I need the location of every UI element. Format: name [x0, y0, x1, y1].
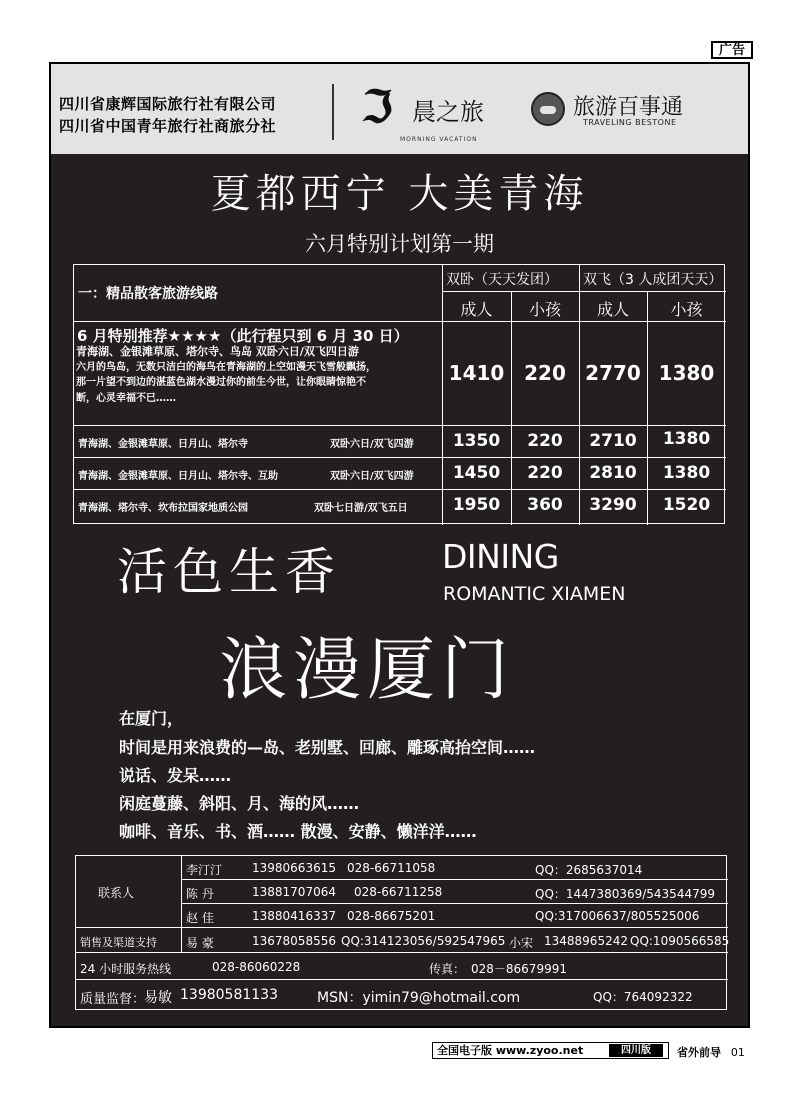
contact-qq: QQ：2685637014	[535, 863, 643, 877]
poem-line: 说话、发呆……	[119, 766, 232, 785]
grid-line	[181, 879, 728, 880]
page-number: 01	[730, 1046, 745, 1059]
group-label-flight: 双飞（3 人成团天天）	[583, 272, 723, 288]
traveling-bestone-logo	[531, 88, 741, 138]
featured-desc-line: 那一片望不到边的湛蓝色湖水漫过你的前生今世，让你眼睛惊艳不	[76, 377, 366, 388]
col-child-1: 小孩	[528, 300, 561, 319]
route-days: 双卧七日游/双飞五日	[314, 503, 408, 514]
ad-tag: 广告	[711, 41, 753, 59]
dining-headline-en: DINING	[442, 537, 559, 576]
romantic-xiamen-cn: 浪漫厦门	[219, 631, 516, 710]
quality-name: 易敏	[144, 990, 172, 1006]
contact-name: 陈 丹	[186, 887, 214, 901]
edition-box	[432, 1042, 669, 1059]
grid-line	[647, 292, 648, 525]
company-name-2: 四川省中国青年旅行社商旅分社	[59, 117, 277, 135]
poem-line: 闲庭蔓藤、斜阳、月、海的风……	[119, 794, 360, 813]
col-adult-1: 成人	[460, 300, 493, 319]
msn-address: MSN：yimin79@hotmail.com	[317, 990, 521, 1006]
featured-route-title: 6 月特别推荐★★★★（此行程只到 6 月 30 日）	[77, 327, 409, 345]
contact-name: 李汀汀	[186, 863, 223, 877]
route-name: 青海湖、塔尔寺、坎布拉国家地质公园	[78, 503, 248, 514]
hotline-label: 24 小时服务热线	[80, 962, 172, 976]
price-adult-sleeper: 1450	[452, 463, 501, 483]
featured-price-child-sleeper: 220	[524, 361, 566, 385]
route-name: 青海湖、金银滩草原、日月山、塔尔寺	[78, 439, 248, 450]
featured-desc-line: 断，心灵幸福不已……	[76, 392, 176, 404]
sub-title: 六月特别计划第一期	[305, 232, 494, 256]
sales-qq-2: QQ:1090566585	[630, 934, 730, 948]
contact-qq: QQ：1447380369/543544799	[535, 887, 715, 901]
contact-name: 赵 佳	[186, 911, 214, 925]
grid-line	[181, 903, 728, 904]
brand1-name: 晨之旅	[412, 98, 484, 126]
poem-line: 在厦门，	[119, 709, 184, 728]
grid-line	[442, 291, 726, 292]
dining-headline-cn: 活色生香	[117, 543, 341, 601]
fax-number: 028－86679991	[471, 962, 567, 976]
group-label-sleeper: 双卧（天天发团）	[446, 272, 558, 288]
featured-price-adult-sleeper: 1410	[448, 361, 505, 385]
contact-table	[75, 855, 730, 1010]
price-adult-sleeper: 1950	[452, 495, 501, 515]
advertisement-panel	[49, 62, 750, 1028]
grid-line	[74, 425, 726, 426]
region-tag: 四川版	[609, 1044, 663, 1057]
hotline-number: 028-86060228	[212, 960, 301, 974]
brand2-english: TRAVELING BESTONE	[583, 118, 677, 127]
section-label: 一：精品散客旅游线路	[78, 286, 218, 302]
price-adult-flight: 2810	[589, 463, 637, 483]
quality-label: 质量监督：	[80, 992, 146, 1007]
price-adult-flight: 3290	[589, 495, 637, 515]
sales-name: 易 豪	[186, 936, 214, 950]
price-table	[73, 264, 725, 524]
price-child-sleeper: 220	[527, 431, 563, 451]
featured-route-description	[76, 344, 440, 406]
quality-mobile: 13980581133	[180, 987, 278, 1003]
grid-line	[76, 927, 728, 928]
contact-qq: QQ:317006637/805525006	[535, 909, 700, 923]
grid-line	[511, 292, 512, 525]
quality-qq: QQ：764092322	[593, 990, 693, 1004]
poem-line: 时间是用来浪费的—岛、老别墅、回廊、雕琢高抬空间……	[119, 738, 536, 757]
price-child-sleeper: 360	[527, 495, 563, 515]
price-child-sleeper: 220	[527, 463, 563, 483]
col-adult-2: 成人	[596, 300, 629, 319]
morning-vacation-logo	[356, 78, 506, 148]
grid-line	[74, 457, 726, 458]
grid-line	[76, 979, 728, 980]
route-name: 青海湖、金银滩草原、日月山、塔尔寺、互助	[78, 471, 278, 482]
route-days: 双卧六日/双飞四游	[330, 471, 414, 482]
grid-line	[181, 856, 182, 952]
price-child-flight: 1380	[662, 429, 711, 449]
main-title: 夏都西宁 大美青海	[210, 171, 589, 217]
poem-line: 咖啡、音乐、书、酒…… 散漫、安静、懒洋洋……	[119, 822, 477, 841]
contact-tel: 028-86675201	[347, 909, 436, 923]
contact-label: 联系人	[98, 886, 135, 900]
featured-desc-line: 青海湖、金银滩草原、塔尔寺、鸟岛 双卧六日/双飞四日游	[76, 345, 359, 358]
brand1-english: MORNING VACATION	[400, 136, 478, 143]
mascot-icon	[531, 92, 565, 126]
sales-qq: QQ:314123056/592547965	[341, 934, 506, 948]
edition-text: 全国电子版 www.zyoo.net	[437, 1044, 584, 1057]
contact-tel: 028-66711058	[347, 861, 436, 875]
featured-price-child-flight: 1380	[658, 361, 715, 385]
price-child-flight: 1520	[662, 495, 711, 515]
header-banner	[51, 64, 748, 154]
contact-mobile: 13881707064	[252, 885, 336, 899]
section-name: 省外前导	[677, 1046, 721, 1059]
sales-label: 销售及渠道支持	[80, 936, 157, 949]
company-name-1: 四川省康辉国际旅行社有限公司	[59, 95, 277, 113]
contact-mobile: 13880416337	[252, 909, 336, 923]
sales-mobile-2: 13488965242	[544, 934, 628, 948]
route-days: 双卧六日/双飞四游	[330, 439, 414, 450]
grid-line	[74, 489, 726, 490]
price-child-flight: 1380	[662, 463, 711, 483]
romantic-xiamen-en: ROMANTIC XIAMEN	[443, 583, 626, 605]
featured-price-adult-flight: 2770	[585, 361, 641, 385]
price-adult-sleeper: 1350	[452, 431, 501, 451]
logo-swirl-icon: ℑ	[362, 82, 393, 133]
fax-label: 传真：	[429, 962, 466, 976]
sales-mobile: 13678058556	[252, 934, 336, 948]
brand2-name: 旅游百事通	[573, 95, 684, 120]
contact-mobile: 13980663615	[252, 861, 336, 875]
price-adult-flight: 2710	[589, 431, 637, 451]
header-divider	[332, 84, 334, 140]
contact-tel: 028-66711258	[354, 885, 443, 899]
grid-line	[74, 321, 726, 322]
page-label	[677, 1044, 745, 1060]
sales-name-2: 小宋	[509, 936, 534, 950]
grid-line	[76, 952, 728, 953]
featured-desc-line: 六月的鸟岛，无数只洁白的海鸟在青海湖的上空如漫天飞雪般飘扬，	[76, 361, 376, 373]
col-child-2: 小孩	[670, 300, 703, 319]
